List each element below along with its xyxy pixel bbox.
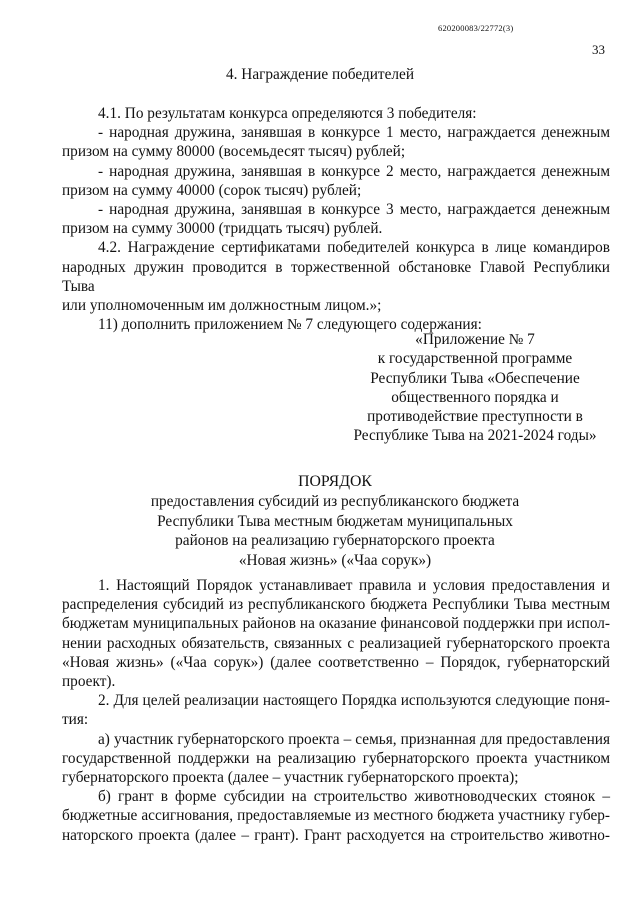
order-p2-line-1: 2. Для целей реализации настоящего Порядка используются следующие поня- xyxy=(98,692,610,710)
appendix-line-3: Республики Тыва «Обеспечение xyxy=(370,369,580,387)
amendment-11-line: 11) дополнить приложением № 7 следующего содержания: xyxy=(98,316,482,334)
order-pb-line-2: бюджетные ассигнования, предоставляемые из местного бюджета участнику губер- xyxy=(62,807,610,825)
order-pb-line-1: б) грант в форме субсидии на строительство животноводческих стоянок – xyxy=(98,788,610,806)
winner-3-line-2: призом на сумму 30000 (тридцать тысяч) рублей. xyxy=(62,220,383,238)
order-title xyxy=(60,472,610,570)
order-p1-line-5: «Новая жизнь» («Чаа сорук») (далее соответственно – Порядок, губернаторский xyxy=(62,653,610,671)
appendix-line-1: «Приложение № 7 xyxy=(415,331,535,348)
paragraph-4-2-line-1: 4.2. Награждение сертификатами победителей конкурса в лице командиров xyxy=(98,239,610,257)
winner-2-line-1: - народная дружина, занявшая в конкурсе 2 место, награждается денежным xyxy=(98,162,610,180)
paragraph-4-2-line-2: народных дружин проводится в торжественной обстановке Главой Республики Тыва xyxy=(62,258,610,295)
order-title-head: ПОРЯДОК xyxy=(298,473,372,490)
appendix-line-6: Республике Тыва на 2021-2024 годы» xyxy=(353,427,597,445)
order-p1-line-2: распределения субсидий из республиканского бюджета Республики Тыва местным xyxy=(62,596,610,614)
winner-1-line-2: призом на сумму 80000 (восемьдесят тысяч) рублей; xyxy=(62,143,406,161)
order-p1-line-1: 1. Настоящий Порядок устанавливает правила и условия предоставления и xyxy=(98,577,610,594)
appendix-line-2: к государственной программе xyxy=(377,350,573,368)
order-pb-line-3: наторского проекта (далее – грант). Грант расходуется на строительство животно- xyxy=(62,826,610,844)
winner-2-line-2: призом на сумму 40000 (сорок тысяч) рублей; xyxy=(62,181,362,199)
order-pa-line-3: губернаторского проекта (далее – участник губернаторского проекта); xyxy=(62,769,519,787)
appendix-reference xyxy=(340,330,610,446)
order-p1-line-4: нении расходных обязательств, связанных с реализацией губернаторского проекта xyxy=(62,634,610,652)
appendix-line-5: противодействие преступности в xyxy=(367,408,583,426)
order-body xyxy=(62,576,610,845)
order-title-line-2: Республики Тыва местным бюджетам муниципальных xyxy=(157,512,513,530)
page-number: 33 xyxy=(592,42,605,57)
section-4-text xyxy=(62,104,610,334)
order-title-line-4: «Новая жизнь» («Чаа сорук») xyxy=(238,551,432,569)
order-pa-line-1: а) участник губернаторского проекта – семья, признанная для предоставления xyxy=(98,730,610,748)
appendix-line-4: общественного порядка и xyxy=(391,388,559,406)
order-p1-line-6: проект). xyxy=(62,673,116,691)
order-title-line-3: районов на реализацию губернаторского проекта xyxy=(175,532,495,550)
order-title-line-1: предоставления субсидий из республиканского бюджета xyxy=(150,493,520,511)
order-p2-line-2: тия: xyxy=(62,711,89,729)
winner-1-line-1: - народная дружина, занявшая в конкурсе 1 место, награждается денежным xyxy=(98,124,610,142)
order-pa-line-2: государственной поддержки на реализацию губернаторского проекта участником xyxy=(62,749,610,767)
section-heading: 4. Награждение победителей xyxy=(225,66,415,83)
paragraph-4-2-line-3: или уполномоченным им должностным лицом.»; xyxy=(62,297,382,315)
winner-3-line-1: - народная дружина, занявшая в конкурсе 3 место, награждается денежным xyxy=(98,201,610,219)
document-number: 620200083/22772(3) xyxy=(438,23,514,33)
order-p1-line-3: бюджетам муниципальных районов на оказание финансовой поддержки при испол- xyxy=(62,615,610,633)
paragraph-4-1-intro: 4.1. По результатам конкурса определяются 3 победителя: xyxy=(98,105,477,122)
